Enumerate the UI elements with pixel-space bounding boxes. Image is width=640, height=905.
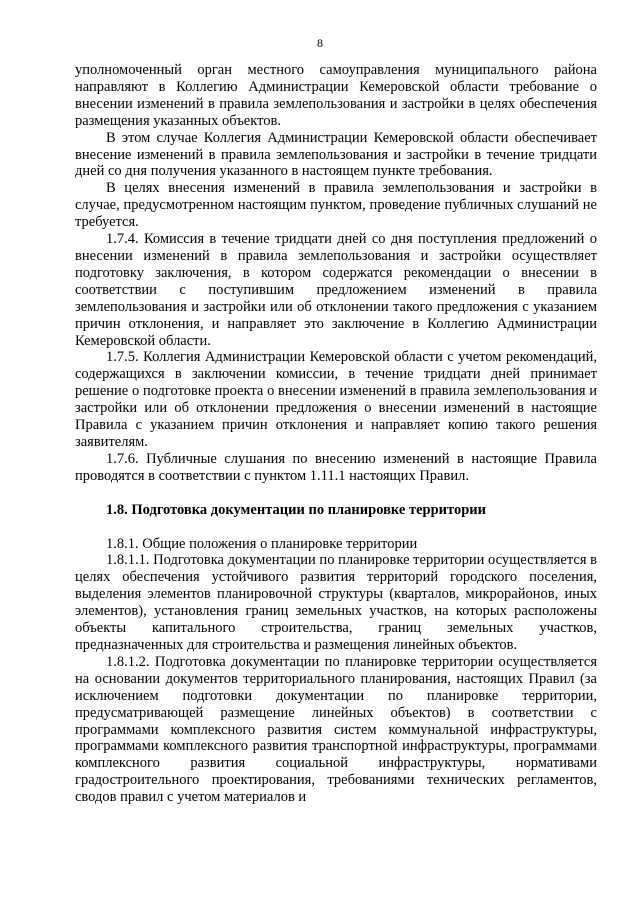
page-number: 8 xyxy=(317,36,323,50)
paragraph-1-7-6: 1.7.6. Публичные слушания по внесению изменений в настоящие Правила проводятся в соответствии с пунктом 1.11.1 настоящих Правил. xyxy=(75,450,597,484)
paragraph-no-hearings: В целях внесения изменений в правила землепользования и застройки в случае, предусмотренном настоящим пунктом, проведение публичных слушаний не требуется. xyxy=(75,180,597,231)
paragraph-1-8-1-1: 1.8.1.1. Подготовка документации по планировке территории осуществляется в целях обеспечения устойчивого развития территорий городского поселения, выделения элементов планировочной структуры (кварталов, микрорайонов, иных элементов), установления границ земельных участков, на которых расположены объекты капитального строительства, границ земельных участков, предназначенных для строительства и размещения линейных объектов. xyxy=(75,552,597,653)
document-body xyxy=(75,62,597,806)
paragraph-1-7-4: 1.7.4. Комиссия в течение тридцати дней со дня поступления предложений о внесении изменений в правила землепользования и застройки осуществляет подготовку заключения, в котором содержатся рекомендации о внесении в соответствии с поступившим предложением изменений в правила землепользования и застройки или об отклонении такого предложения с указанием причин отклонения, и направляет это заключение в Коллегию Администрации Кемеровской области. xyxy=(75,231,597,349)
paragraph-continuation: уполномоченный орган местного самоуправления муниципального района направляют в Коллегию Администрации Кемеровской области требование о внесении изменений в правила землепользования и застройки в целях обеспечения размещения указанных объектов. xyxy=(75,62,597,129)
section-gap xyxy=(75,519,597,536)
section-gap xyxy=(75,485,597,502)
paragraph-collegium-obligation: В этом случае Коллегия Администрации Кемеровской области обеспечивает внесение изменений в правила землепользования и застройки в течение тридцати дней со дня получения указанного в настоящем пункте требования. xyxy=(75,129,597,180)
paragraph-1-8-1: 1.8.1. Общие положения о планировке территории xyxy=(106,535,418,552)
paragraph-1-7-5: 1.7.5. Коллегия Администрации Кемеровской области с учетом рекомендаций, содержащихся в заключении комиссии, в течение тридцати дней принимает решение о подготовке проекта о внесении изменений в правила землепользования и застройки или об отклонении предложения о внесении изменений в настоящие Правила с указанием причин отклонения и направляет копию такого решения заявителям. xyxy=(75,349,597,450)
paragraph-1-8-1-2: 1.8.1.2. Подготовка документации по планировке территории осуществляется на основании документов территориального планирования, настоящих Правил (за исключением подготовки документации по планировке территории, предусматривающей размещение линейных объектов) в соответствии с программами комплексного развития систем коммунальной инфраструктуры, программами комплексного развития транспортной инфраструктуры, программами комплексного развития социальной инфраструктуры, нормативами градостроительного проектирования, требованиями технических регламентов, сводов правил с учетом материалов и xyxy=(75,653,597,806)
section-heading-1-8: 1.8. Подготовка документации по планировке территории xyxy=(106,501,486,518)
